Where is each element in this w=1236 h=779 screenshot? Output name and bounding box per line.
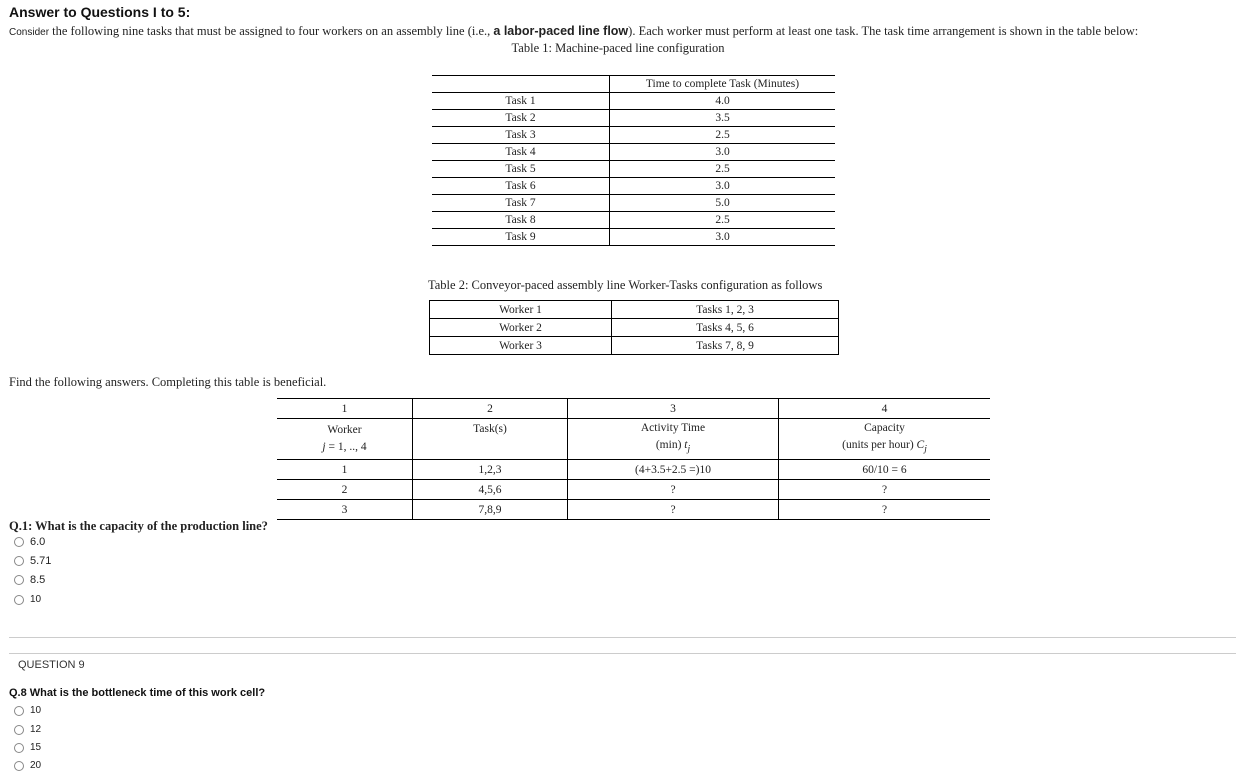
capacity-header: Capacity (units per hour) $C_j$: [779, 419, 991, 460]
task-name: Task 7: [432, 195, 610, 212]
task-name: Task 8: [432, 212, 610, 229]
q1-option-1[interactable]: 6.0: [14, 536, 45, 548]
capacity-table: [277, 398, 990, 520]
worker-tasks-table: [429, 300, 839, 355]
task-time: 3.0: [610, 229, 836, 246]
table-row: [432, 93, 835, 110]
worker-name: Worker 3: [430, 337, 612, 355]
page-heading: Answer to Questions I to 5:: [9, 4, 191, 20]
task-time: 3.5: [610, 110, 836, 127]
table-row: [432, 229, 835, 246]
table-row: [432, 127, 835, 144]
q1-option-3[interactable]: 8.5: [14, 574, 45, 586]
q8-option-1[interactable]: 10: [14, 705, 41, 716]
header-row: [277, 419, 990, 460]
table-row: [432, 195, 835, 212]
activity-time-header: Activity Time (min) $t_j$: [568, 419, 779, 460]
table-row: 3 7,8,9 ? ?: [277, 500, 990, 520]
task-time: 3.0: [610, 144, 836, 161]
table2-caption: Table 2: Conveyor-paced assembly line Worker-Tasks configuration as follows: [428, 278, 823, 292]
table-row: [432, 110, 835, 127]
radio-icon[interactable]: [14, 556, 24, 566]
radio-icon[interactable]: [14, 725, 24, 735]
question-number-label: QUESTION 9: [18, 659, 85, 671]
task-time: 5.0: [610, 195, 836, 212]
radio-icon[interactable]: [14, 761, 24, 771]
intro-consider: Consider: [9, 27, 50, 38]
worker-name: Worker 2: [430, 319, 612, 337]
column-number-row: [277, 399, 990, 419]
task-time: 3.0: [610, 178, 836, 195]
task-time: 2.5: [610, 212, 836, 229]
q8-option-4[interactable]: 20: [14, 760, 41, 771]
q1-option-4[interactable]: 10: [14, 594, 41, 605]
table-row: [432, 161, 835, 178]
divider: [9, 637, 1236, 638]
worker-tasks: Tasks 4, 5, 6: [612, 319, 839, 337]
q1-option-2[interactable]: 5.71: [14, 555, 51, 567]
q8-option-3[interactable]: 15: [14, 742, 41, 753]
table-row: [430, 301, 839, 319]
radio-icon[interactable]: [14, 743, 24, 753]
table-row: [432, 144, 835, 161]
table-row: [430, 337, 839, 355]
q1-question: Q.1: What is the capacity of the production line?: [9, 519, 268, 533]
task-time: 2.5: [610, 127, 836, 144]
intro-paragraph: [9, 24, 1138, 39]
task-name: Task 3: [432, 127, 610, 144]
intro-bold: a labor-paced line flow: [493, 24, 629, 38]
task-time-header: Time to complete Task (Minutes): [610, 76, 836, 93]
task-name: Task 1: [432, 93, 610, 110]
task-name: Task 5: [432, 161, 610, 178]
table-row: [432, 178, 835, 195]
col-number: 3: [568, 399, 779, 419]
worker-name: Worker 1: [430, 301, 612, 319]
task-name: Task 6: [432, 178, 610, 195]
radio-icon[interactable]: [14, 575, 24, 585]
q8-question: Q.8 What is the bottleneck time of this work cell?: [9, 687, 266, 699]
worker-tasks: Tasks 1, 2, 3: [612, 301, 839, 319]
radio-icon[interactable]: [14, 706, 24, 716]
divider: [9, 653, 1236, 654]
col-number: 1: [277, 399, 413, 419]
table-row: 2 4,5,6 ? ?: [277, 480, 990, 500]
table-row: [432, 212, 835, 229]
radio-icon[interactable]: [14, 595, 24, 605]
tasks-header: Task(s): [413, 419, 568, 460]
task-time-table: [432, 75, 835, 246]
col-number: 2: [413, 399, 568, 419]
intro-text-1: the following nine tasks that must be assigned to four workers on an assembly line (i.e.,: [49, 24, 494, 38]
task-time: 4.0: [610, 93, 836, 110]
col-number: 4: [779, 399, 991, 419]
task-name: Task 2: [432, 110, 610, 127]
radio-icon[interactable]: [14, 537, 24, 547]
find-answers-text: Find the following answers. Completing this table is beneficial.: [9, 375, 327, 389]
task-name: Task 9: [432, 229, 610, 246]
table1-caption: Table 1: Machine-paced line configuration: [511, 41, 725, 55]
task-name: Task 4: [432, 144, 610, 161]
worker-tasks: Tasks 7, 8, 9: [612, 337, 839, 355]
table-row: 1 1,2,3 (4+3.5+2.5 =)10 60/10 = 6: [277, 460, 990, 480]
q8-option-2[interactable]: 12: [14, 724, 41, 735]
intro-text-2: ). Each worker must perform at least one task. The task time arrangement is shown in the table below:: [628, 24, 1139, 38]
task-time: 2.5: [610, 161, 836, 178]
worker-header: Worker j = 1, .., 4: [277, 419, 413, 460]
table-row: [430, 319, 839, 337]
